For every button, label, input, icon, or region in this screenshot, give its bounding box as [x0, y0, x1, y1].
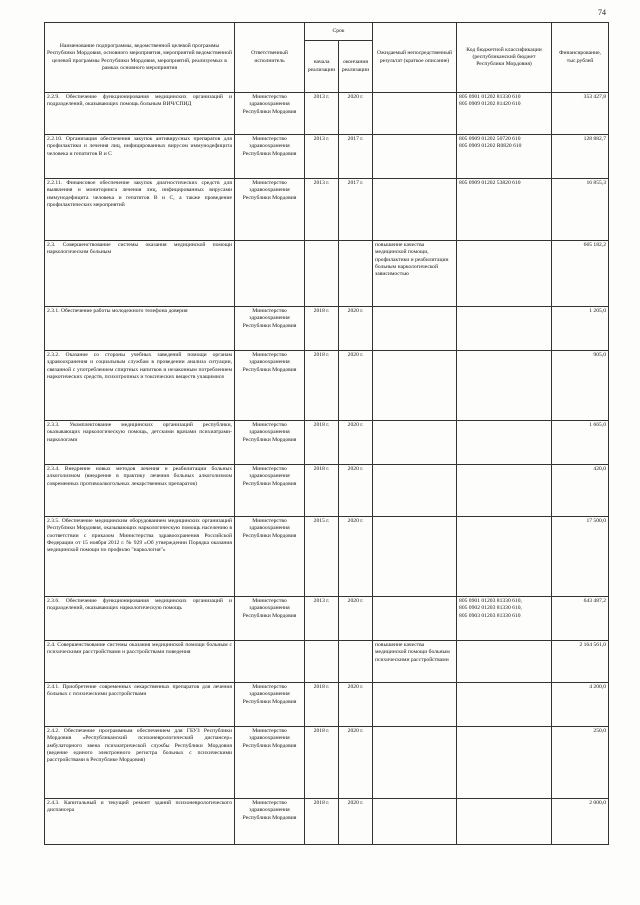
row-budget-code: [457, 517, 552, 597]
row-name: 2.2.11. Финансовое обеспечение закупок диагностических средств для выявления и мониторинга лечения лиц, инфицированных вирусами иммунодефицита человека и гепатитов В и С, а также проведение профилактических мероприятий: [45, 179, 235, 241]
row-result: [373, 93, 457, 135]
row-finance: 2 000,0: [552, 799, 609, 845]
row-result: [373, 421, 457, 465]
row-name: 2.4.1. Приобретение современных лекарственных препаратов для лечения больных с психическими расстройствами: [45, 683, 235, 727]
row-executor: Министерство здравоохранения Республики Мордовия: [235, 517, 305, 597]
row-end-year: [339, 641, 373, 683]
row-end-year: 2017 г.: [339, 179, 373, 241]
row-executor: Министерство здравоохранения Республики Мордовия: [235, 351, 305, 421]
row-finance: 420,0: [552, 465, 609, 517]
row-name: 2.4. Совершенствование системы оказания медицинской помощи больным с психическими расстройствами и расстройствами поведения: [45, 641, 235, 683]
row-start-year: 2018 г.: [305, 799, 339, 845]
row-end-year: 2020 г.: [339, 799, 373, 845]
row-name: 2.3.4. Внедрение новых методов лечения и реабилитации больных алкоголизмом (внедрение в практику лечения больных алкоголизмом современных противоалкогольных лекарственных препаратов): [45, 465, 235, 517]
program-table: [44, 22, 609, 845]
row-result: повышение качества медицинской помощи, профилактики и реабилитации больным наркологической зависимостью: [373, 241, 457, 307]
row-start-year: 2018 г.: [305, 351, 339, 421]
row-finance: 643 487,2: [552, 597, 609, 641]
table-row: [45, 179, 609, 241]
row-end-year: 2020 г.: [339, 421, 373, 465]
row-name: 2.3.5. Обеспечение медицинским оборудованием медицинских организаций Республики Мордовия, оказывающих наркологическую помощь населению в соответствии с приказом Министерства здравоохранения Российской Федерации от 15 ноября 2012 г. № 929 «Об утверждении Порядка оказания медицинской помощи по профилю "наркология"»: [45, 517, 235, 597]
row-executor: Министерство здравоохранения Республики Мордовия: [235, 727, 305, 799]
row-end-year: 2020 г.: [339, 597, 373, 641]
row-end-year: 2020 г.: [339, 351, 373, 421]
table-row: [45, 307, 609, 351]
row-executor: Министерство здравоохранения Республики Мордовия: [235, 179, 305, 241]
row-finance: 128 882,7: [552, 135, 609, 179]
row-executor: Министерство здравоохранения Республики Мордовия: [235, 597, 305, 641]
row-finance: 353 427,8: [552, 93, 609, 135]
row-budget-code: [457, 799, 552, 845]
row-name: 2.4.3. Капитальный и текущий ремонт зданий психоневрологического диспансера: [45, 799, 235, 845]
row-finance: 1 665,0: [552, 421, 609, 465]
table-row: [45, 241, 609, 307]
table-row: [45, 799, 609, 845]
row-budget-code: [457, 683, 552, 727]
row-executor: [235, 241, 305, 307]
row-result: [373, 683, 457, 727]
header-executor: Ответственный исполнитель: [235, 23, 305, 93]
row-end-year: 2017 г.: [339, 135, 373, 179]
row-executor: Министерство здравоохранения Республики Мордовия: [235, 307, 305, 351]
row-budget-code: [457, 351, 552, 421]
row-end-year: 2020 г.: [339, 307, 373, 351]
row-result: [373, 799, 457, 845]
row-name: 2.3.6. Обеспечение функционирования медицинских организаций и подразделений, оказывающих наркологическую помощь: [45, 597, 235, 641]
row-end-year: 2020 г.: [339, 683, 373, 727]
row-start-year: [305, 241, 339, 307]
table-row: [45, 93, 609, 135]
row-result: [373, 307, 457, 351]
table-row: [45, 351, 609, 421]
header-start: начала реализации: [305, 41, 339, 93]
row-result: [373, 351, 457, 421]
row-executor: Министерство здравоохранения Республики Мордовия: [235, 421, 305, 465]
row-finance: 1 205,0: [552, 307, 609, 351]
row-budget-code: [457, 641, 552, 683]
row-start-year: 2013 г.: [305, 135, 339, 179]
row-finance: 4 200,0: [552, 683, 609, 727]
table-row: [45, 465, 609, 517]
row-name: 2.3.3. Укомплектование медицинских организаций республики, оказывающих наркологическую помощь, детскими врачами психиатрами-наркологами: [45, 421, 235, 465]
row-finance: 17 500,0: [552, 517, 609, 597]
row-budget-code: [457, 727, 552, 799]
row-end-year: 2020 г.: [339, 517, 373, 597]
header-end: окончания реализации: [339, 41, 373, 93]
table-body: [45, 93, 609, 845]
row-end-year: 2020 г.: [339, 465, 373, 517]
row-result: [373, 517, 457, 597]
row-name: 2.4.2. Обеспечение программным обеспечением для ГБУЗ Республики Мордовия «Республиканский психоневрологический диспансер» амбулаторного звена психиатрической службы Республики Мордовия (ведение единого электронного регистра больных с психическими расстройствами в Республике Мордовия): [45, 727, 235, 799]
header-finance: Финансирование, тыс.рублей: [552, 23, 609, 93]
row-name: 2.3.1. Обеспечение работы молодежного телефона доверия: [45, 307, 235, 351]
row-name: 2.2.9. Обеспечение функционирования медицинских организаций и подразделений, оказывающих помощь больным ВИЧ/СПИД: [45, 93, 235, 135]
row-budget-code: 805 0901 01202 81330 610 805 0909 01202 81420 610: [457, 93, 552, 135]
row-finance: 905,0: [552, 351, 609, 421]
row-executor: Министерство здравоохранения Республики Мордовия: [235, 683, 305, 727]
row-finance: 2 164 561,0: [552, 641, 609, 683]
table-row: [45, 135, 609, 179]
row-budget-code: [457, 241, 552, 307]
header-result: Ожидаемый непосредственный результат (краткое описание): [373, 23, 457, 93]
row-name: 2.3.2. Оказание со стороны учебных заведений помощи органам здравоохранения и социальным службам в проведении анализа ситуации, связанной с употреблением спиртных напитков и незаконным потреблением наркотических средств, психотропных и токсических веществ учащимися: [45, 351, 235, 421]
row-budget-code: 805 0901 01203 81330 610, 805 0902 01203 81330 610, 805 0903 01203 81330 610: [457, 597, 552, 641]
row-start-year: 2013 г.: [305, 597, 339, 641]
row-start-year: 2018 г.: [305, 727, 339, 799]
row-executor: Министерство здравоохранения Республики Мордовия: [235, 799, 305, 845]
row-result: [373, 727, 457, 799]
row-executor: [235, 641, 305, 683]
row-executor: Министерство здравоохранения Республики Мордовия: [235, 135, 305, 179]
row-result: [373, 135, 457, 179]
row-end-year: 2020 г.: [339, 727, 373, 799]
row-end-year: [339, 241, 373, 307]
row-start-year: 2018 г.: [305, 465, 339, 517]
row-finance: 250,0: [552, 727, 609, 799]
row-start-year: 2018 г.: [305, 307, 339, 351]
table-header: [45, 23, 609, 93]
row-result: [373, 597, 457, 641]
row-result: повышение качества медицинской помощи больным психическими расстройствами: [373, 641, 457, 683]
row-budget-code: [457, 421, 552, 465]
row-start-year: [305, 641, 339, 683]
row-start-year: 2018 г.: [305, 683, 339, 727]
table-row: [45, 421, 609, 465]
row-name: 2.3. Совершенствование системы оказания медицинской помощи наркологическим больным: [45, 241, 235, 307]
table-row: [45, 683, 609, 727]
row-result: [373, 179, 457, 241]
row-executor: Министерство здравоохранения Республики Мордовия: [235, 93, 305, 135]
row-name: 2.2.10. Организация обеспечения закупок антивирусных препаратов для профилактики и лечения лиц, инфицированных вирусом иммунодефицита человека и гепатитов В и С: [45, 135, 235, 179]
table-row: [45, 641, 609, 683]
row-budget-code: [457, 465, 552, 517]
table-row: [45, 517, 609, 597]
row-start-year: 2018 г.: [305, 421, 339, 465]
page-number: 74: [598, 8, 606, 17]
row-finance: 16 855,3: [552, 179, 609, 241]
table-row: [45, 727, 609, 799]
row-start-year: 2013 г.: [305, 93, 339, 135]
row-end-year: 2020 г.: [339, 93, 373, 135]
row-budget-code: [457, 307, 552, 351]
row-finance: 665 182,2: [552, 241, 609, 307]
table-row: [45, 597, 609, 641]
header-term: Срок: [305, 23, 373, 41]
header-name: Наименование подпрограммы, ведомственной целевой программы Республики Мордовия, основного мероприятия, мероприятий ведомственной целевой программы Республики Мордовия, мероприятий, реализуемых в рамках основного мероприятия: [45, 23, 235, 93]
header-code: Код бюджетной классификации (республиканский бюджет Республики Мордовия): [457, 23, 552, 93]
row-result: [373, 465, 457, 517]
row-budget-code: 805 0909 01202 53820 610: [457, 179, 552, 241]
row-executor: Министерство здравоохранения Республики Мордовия: [235, 465, 305, 517]
row-budget-code: 805 0909 01202 50720 610 805 0909 01202 R0820 610: [457, 135, 552, 179]
row-start-year: 2015 г.: [305, 517, 339, 597]
row-start-year: 2013 г.: [305, 179, 339, 241]
